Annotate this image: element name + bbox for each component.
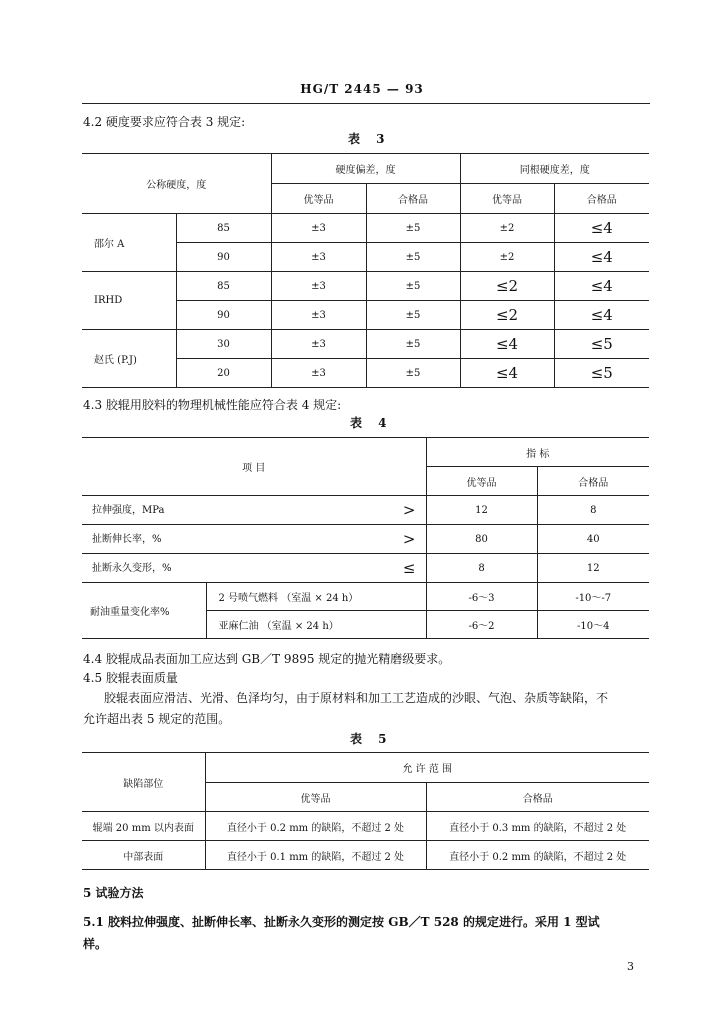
table3-cell: ≤5: [554, 330, 649, 359]
table3-nominal-header: 公称硬度，度: [82, 154, 271, 214]
table5-grade1: 优等品: [205, 783, 426, 812]
table4-cell: 80: [426, 525, 537, 554]
table4-cell: 8: [426, 554, 537, 583]
table4-cell: -10～4: [537, 611, 649, 639]
header-rule: [82, 103, 650, 104]
table5-cell: 直径小于 0.3 mm 的缺陷，不超过 2 处: [426, 812, 649, 841]
table3-cell: ±3: [271, 214, 366, 243]
table3-cell: ≤5: [554, 359, 649, 388]
table-3-caption: 表 3: [348, 132, 391, 146]
page-number: 3: [627, 960, 634, 973]
table5-row-label: 辊端 20 mm 以内表面: [82, 812, 205, 841]
table3-cell: ±3: [271, 330, 366, 359]
table3-group-label: 邵尔 A: [82, 214, 176, 272]
table4-index-header: 指 标: [426, 438, 649, 467]
table3-cell: ±3: [271, 359, 366, 388]
table4-row-label: 拉伸强度，MPa: [92, 505, 165, 516]
table3-cell: ±5: [366, 301, 460, 330]
table4-row-comparator: ≤: [402, 559, 416, 577]
table3-cell: ≤4: [554, 301, 649, 330]
table3-grade2: 合格品: [554, 184, 649, 214]
table3-cell: 85: [176, 214, 271, 243]
table3-cell: ≤4: [554, 243, 649, 272]
table4-cell: -10～-7: [537, 583, 649, 611]
table3-cell: ±5: [366, 214, 460, 243]
table4-oil-row-label: 亚麻仁油 （室温 × 24 h）: [206, 611, 426, 639]
table4-item-header: 项 目: [82, 438, 426, 496]
section-4-5: 4.5 胶辊表面质量: [83, 671, 178, 685]
table3-cell: ±3: [271, 272, 366, 301]
table3-cell: ±3: [271, 243, 366, 272]
table3-same-roll-header: 同根硬度差，度: [460, 154, 649, 184]
table5-range-header: 允 许 范 围: [205, 753, 649, 783]
table3-cell: ±2: [460, 243, 554, 272]
table4-grade2: 合格品: [537, 467, 649, 496]
table3-grade1: 优等品: [460, 184, 554, 214]
table3-cell: ±5: [366, 359, 460, 388]
table3-deviation-header: 硬度偏差，度: [271, 154, 460, 184]
table5-cell: 直径小于 0.1 mm 的缺陷，不超过 2 处: [205, 841, 426, 870]
table5-part-header: 缺陷部位: [82, 753, 205, 812]
table4-cell: 40: [537, 525, 649, 554]
table3-cell: 85: [176, 272, 271, 301]
section-4-4: 4.4 胶辊成品表面加工应达到 GB／T 9895 规定的抛光精磨级要求。: [83, 652, 451, 666]
table-5: [82, 752, 649, 870]
table-4-caption: 表 4: [350, 416, 393, 430]
table3-cell: ≤2: [460, 301, 554, 330]
table3-cell: 90: [176, 301, 271, 330]
table3-cell: ±2: [460, 214, 554, 243]
table4-cell: -6～3: [426, 583, 537, 611]
table4-row-label: 扯断永久变形，%: [92, 563, 172, 574]
table4-row: [82, 496, 426, 525]
table4-oil-row-label: 2 号喷气燃料 （室温 × 24 h）: [206, 583, 426, 611]
table3-group-label: 赵氏 (P.J): [82, 330, 176, 388]
table3-cell: ±5: [366, 272, 460, 301]
table4-grade1: 优等品: [426, 467, 537, 496]
table4-row-label: 扯断伸长率，%: [92, 534, 162, 545]
table3-cell: ≤4: [554, 214, 649, 243]
section-4-5-body-cont: 允许超出表 5 规定的范围。: [83, 712, 231, 726]
table4-cell: 12: [537, 554, 649, 583]
table4-cell: 8: [537, 496, 649, 525]
table3-cell: 30: [176, 330, 271, 359]
table3-group-label: IRHD: [82, 272, 176, 330]
table4-oil-label: 耐油重量变化率%: [82, 583, 206, 639]
section-5-1: 5.1 胶料拉伸强度、扯断伸长率、扯断永久变形的测定按 GB／T 528 的规定进行。采用 1 型试: [83, 915, 600, 929]
table-3: [82, 153, 649, 388]
table3-cell: ≤4: [460, 330, 554, 359]
table4-row: [82, 554, 426, 583]
table3-cell: 20: [176, 359, 271, 388]
table5-cell: 直径小于 0.2 mm 的缺陷，不超过 2 处: [426, 841, 649, 870]
section-4-3: 4.3 胶辊用胶料的物理机械性能应符合表 4 规定:: [83, 398, 342, 412]
table3-cell: ±3: [271, 301, 366, 330]
table4-row-comparator: >: [402, 501, 416, 519]
table4-cell: -6～2: [426, 611, 537, 639]
section-5-heading: 5 试验方法: [83, 886, 144, 900]
table3-grade1: 优等品: [271, 184, 366, 214]
table3-cell: ±5: [366, 330, 460, 359]
table-5-caption: 表 5: [350, 732, 393, 746]
document-header: HG/T 2445 — 93: [300, 82, 424, 96]
table3-cell: ≤4: [554, 272, 649, 301]
section-4-5-body: 胶辊表面应滑洁、光滑、色泽均匀，由于原材料和加工工艺造成的沙眼、气泡、杂质等缺陷，不: [104, 691, 609, 705]
table5-cell: 直径小于 0.2 mm 的缺陷，不超过 2 处: [205, 812, 426, 841]
table3-cell: 90: [176, 243, 271, 272]
table5-row-label: 中部表面: [82, 841, 205, 870]
table3-cell: ±5: [366, 243, 460, 272]
section-4-2: 4.2 硬度要求应符合表 3 规定:: [83, 115, 246, 129]
table-4: [82, 437, 649, 639]
section-5-1-cont: 样。: [83, 937, 108, 951]
table4-row-comparator: >: [402, 530, 416, 548]
table3-cell: ≤4: [460, 359, 554, 388]
table4-row: [82, 525, 426, 554]
table4-cell: 12: [426, 496, 537, 525]
table3-grade2: 合格品: [366, 184, 460, 214]
table3-cell: ≤2: [460, 272, 554, 301]
table5-grade2: 合格品: [426, 783, 649, 812]
